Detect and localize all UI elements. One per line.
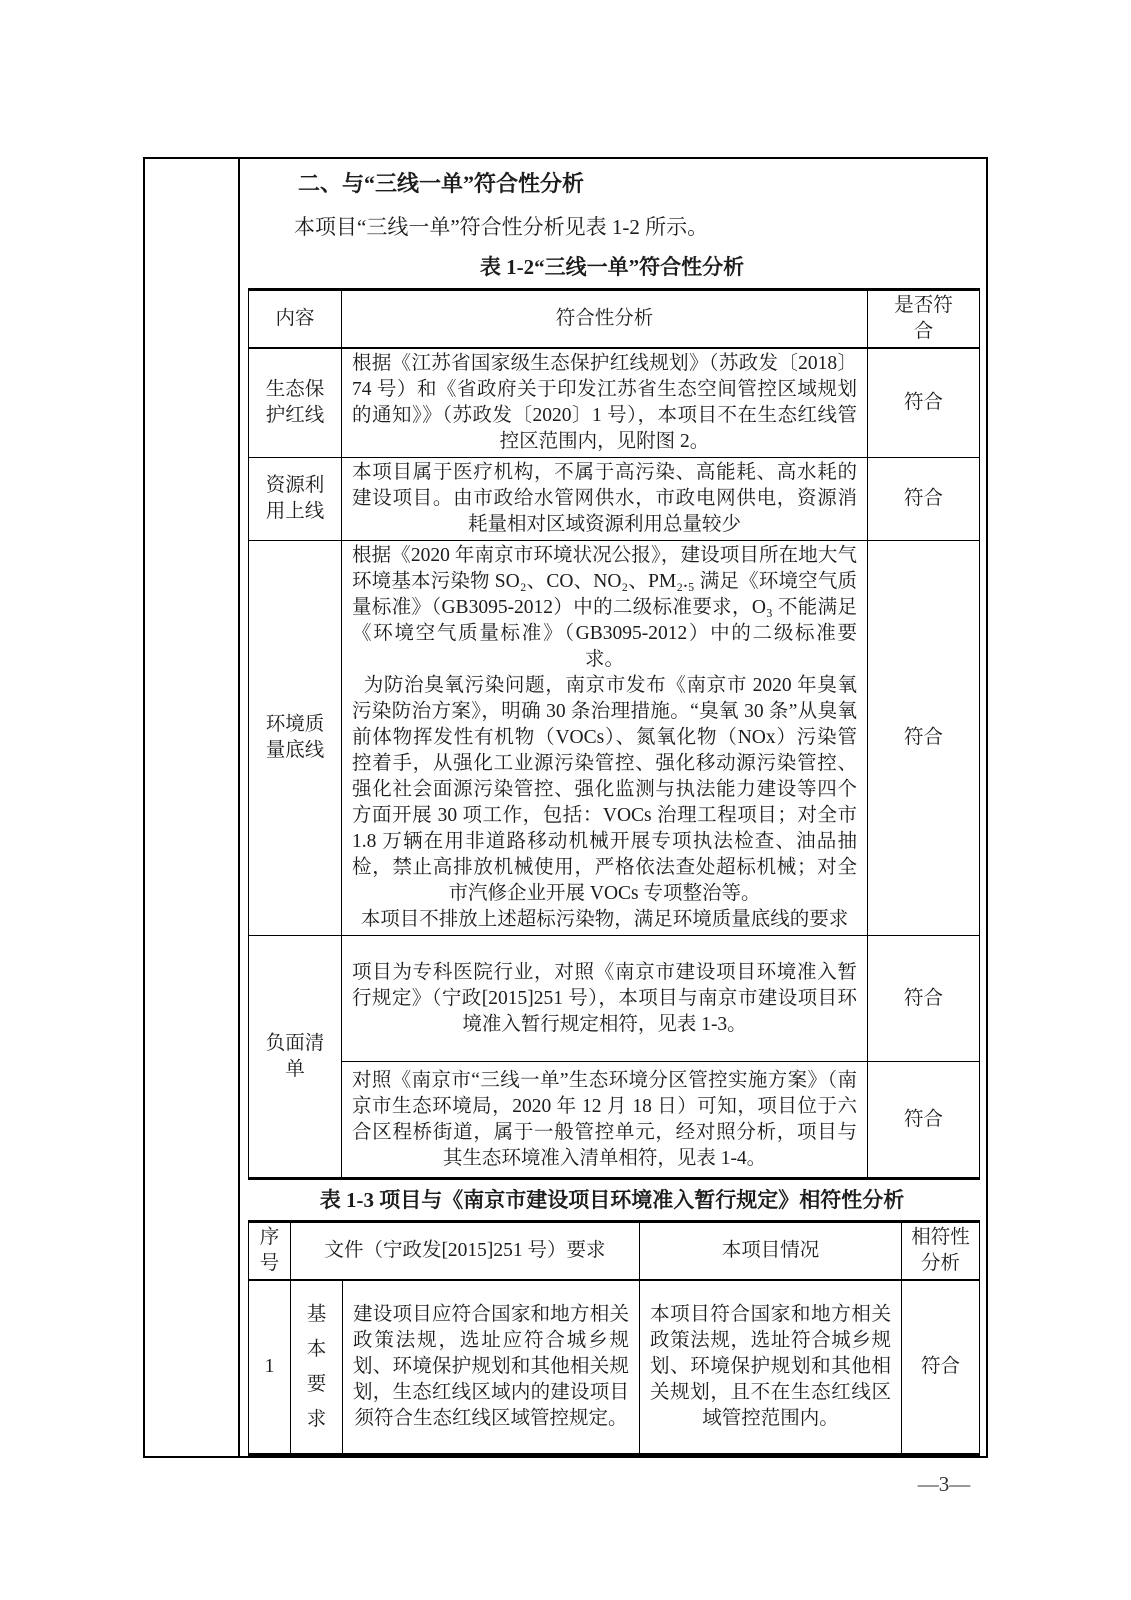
- table-row-basic-requirement: [249, 1280, 980, 1454]
- conform-cell: 符合: [868, 936, 980, 1062]
- t13-header-requirement: 文件（宁政发[2015]251 号）要求: [291, 1222, 640, 1281]
- table-row-env-quality: [249, 541, 980, 936]
- intro-paragraph: 本项目“三线一单”符合性分析见表 1-2 所示。: [294, 215, 709, 239]
- section-heading: 二、与“三线一单”符合性分析: [298, 171, 585, 196]
- requirement-cell: 建设项目应符合国家和地方相关政策法规，选址应符合城乡规划、环境保护规划和其他相关规划，生态红线区域内的建设项目须符合生态红线区域管控规定。: [343, 1280, 640, 1454]
- t13-header-index: 序号: [249, 1222, 291, 1281]
- table-row-resource-limit: [249, 458, 980, 541]
- analysis-cell: 项目为专科医院行业，对照《南京市建设项目环境准入暂行规定》（宁政[2015]251 号），本项目与南京市建设项目环境准入暂行规定相符，见表 1-3。: [342, 936, 868, 1062]
- table-row-eco-redline: [249, 348, 980, 458]
- table-row-negative-list-2: [249, 1062, 980, 1179]
- table-1-2-header-row: [249, 290, 980, 349]
- t13-header-project: 本项目情况: [640, 1222, 902, 1281]
- table-1-2-title: 表 1-2“三线一单”符合性分析: [479, 255, 745, 279]
- conform-cell: 符合: [902, 1280, 980, 1454]
- t12-header-analysis: 符合性分析: [342, 290, 868, 349]
- table-1-3-title: 表 1-3 项目与《南京市建设项目环境准入暂行规定》相符性分析: [319, 1188, 905, 1212]
- conform-cell: 符合: [868, 1062, 980, 1179]
- conform-cell: 符合: [868, 458, 980, 541]
- side-column-empty: [145, 159, 240, 1456]
- table-1-3: [248, 1220, 980, 1456]
- table-row-negative-list-1: [249, 936, 980, 1062]
- t12-header-conform: 是否符合: [868, 290, 980, 349]
- table-1-2: [248, 288, 980, 1180]
- page-content: [240, 159, 986, 1456]
- page-number: —3—: [917, 1472, 971, 1496]
- table-1-3-header-row: [249, 1222, 980, 1281]
- analysis-cell: 本项目属于医疗机构，不属于高污染、高能耗、高水耗的建设项目。由市政给水管网供水，市政电网供电，资源消耗量相对区域资源利用总量较少: [342, 458, 868, 541]
- row-label: 负面清单: [249, 936, 342, 1179]
- conform-cell: 符合: [868, 348, 980, 458]
- t13-header-conform: 相符性分析: [902, 1222, 980, 1281]
- analysis-paragraph-1: 根据《2020 年南京市环境状况公报》，建设项目所在地大气环境基本污染物 SO₂、CO、NO₂、PM₂.₅ 满足《环境空气质量标准》（GB3095-2012）中的二级标准要求，O₃ 不能满足《环境空气质量标准》（GB3095-2012）中的二级标准要求。: [352, 545, 857, 670]
- category-cell: 基本要求: [291, 1280, 343, 1454]
- conform-cell: 符合: [868, 541, 980, 936]
- t12-header-content: 内容: [249, 290, 342, 349]
- analysis-paragraph-2: 为防治臭氧污染问题，南京市发布《南京市 2020 年臭氧污染防治方案》，明确 30 条治理措施。“臭氧 30 条”从臭氧前体物挥发性有机物（VOCs）、氮氧化物（NOx）污染管控着手，从强化工业源污染管控、强化移动源污染管控、强化社会面源污染管控、强化监测与执法能力建设等四个方面开展 30 项工作，包括：VOCs 治理工程项目；对全市 1.8 万辆在用非道路移动机械开展专项执法检查、油品抽检，禁止高排放机械使用，严格依法查处超标机械；对全市汽修企业开展 VOCs 专项整治等。: [352, 675, 857, 904]
- analysis-cell: [342, 541, 868, 936]
- analysis-paragraph-3: 本项目不排放上述超标污染物，满足环境质量底线的要求: [360, 909, 849, 930]
- analysis-cell: 根据《江苏省国家级生态保护红线规划》（苏政发〔2018〕74 号）和《省政府关于印发江苏省生态空间管控区域规划的通知》》（苏政发〔2020〕1 号），本项目不在生态红线管控区范围内，见附图 2。: [342, 348, 868, 458]
- analysis-cell: 对照《南京市“三线一单”生态环境分区管控实施方案》（南京市生态环境局，2020 年 12 月 18 日）可知，项目位于六合区程桥街道，属于一般管控单元，经对照分析，项目与其生态环境准入清单相符，见表 1-4。: [342, 1062, 868, 1179]
- row-label: 生态保护红线: [249, 348, 342, 458]
- row-label: 环境质量底线: [249, 541, 342, 936]
- index-cell: 1: [249, 1280, 291, 1454]
- project-cell: 本项目符合国家和地方相关政策法规，选址符合城乡规划、环境保护规划和其他相关规划，且不在生态红线区域管控范围内。: [640, 1280, 902, 1454]
- document-page-frame: [143, 157, 988, 1458]
- row-label: 资源利用上线: [249, 458, 342, 541]
